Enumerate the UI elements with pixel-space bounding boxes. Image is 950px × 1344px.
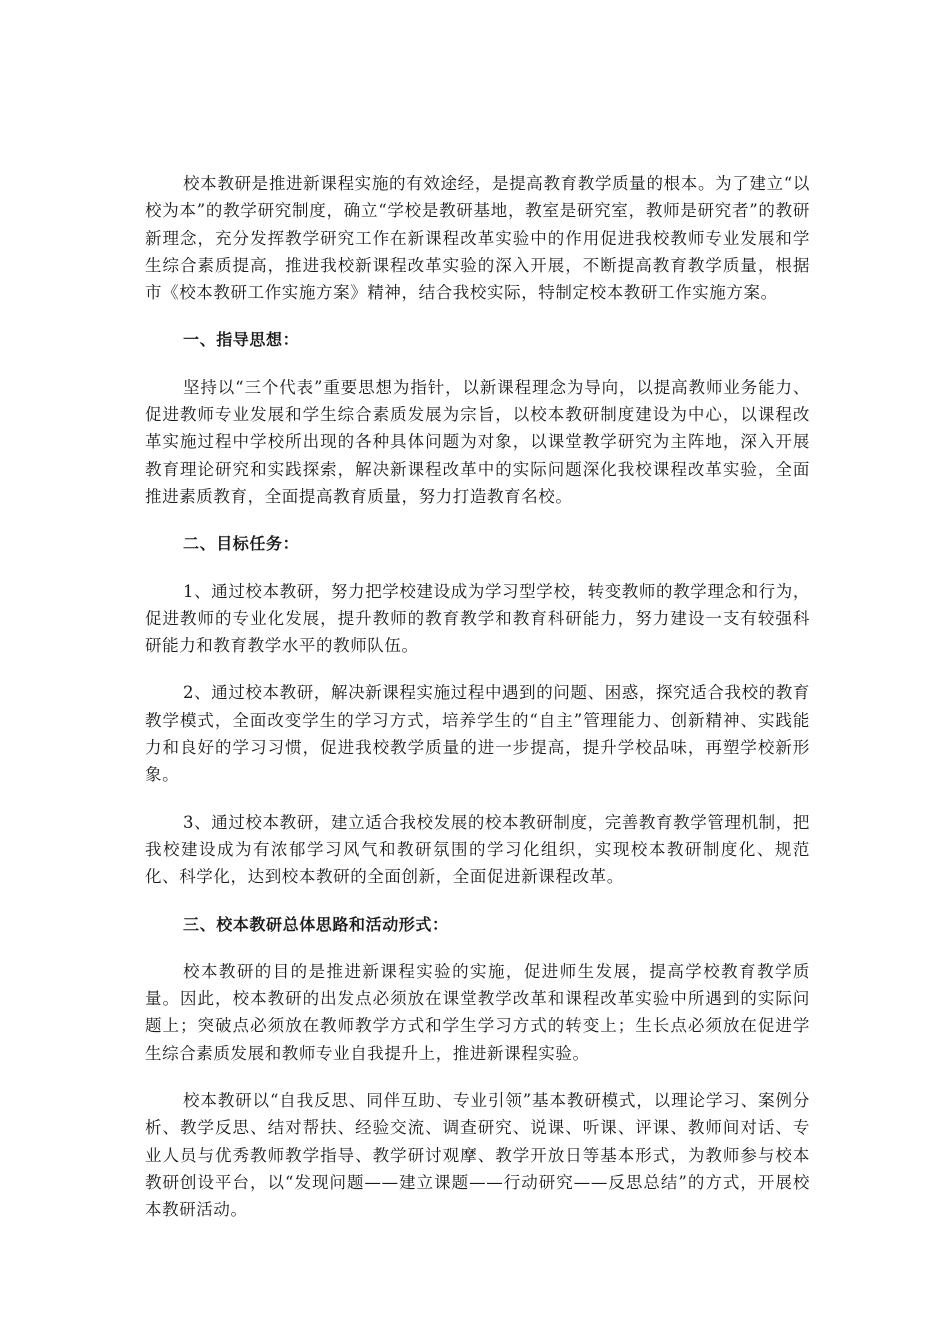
section2-item-2: 2、通过校本教研，解决新课程实施过程中遇到的问题、困惑，探究适合我校的教育教学模式，全面改变学生的学习方式，培养学生的“自主”管理能力、创新精神、实践能力和良好的学习习惯，促进我校教学质量的进一步提高，提升学校品味，再塑学校新形象。 xyxy=(145,683,810,785)
section2-heading: 二、目标任务： xyxy=(183,534,300,554)
document-body xyxy=(145,170,810,1244)
section2-item-1: 1、通过校本教研，努力把学校建设成为学习型学校，转变教师的教学理念和行为，促进教师的专业化发展，提升教师的教育教学和教育科研能力，努力建设一支有较强科研能力和教育教学水平的教师队伍。 xyxy=(145,581,810,656)
section1-heading: 一、指导思想： xyxy=(183,330,300,350)
intro-paragraph: 校本教研是推进新课程实施的有效途经，是提高教育教学质量的根本。为了建立“以校为本”的教学研究制度，确立“学校是教研基地，教室是研究室，教师是研究者”的教研新理念，充分发挥教学研究工作在新课程改革实验中的作用促进我校教师专业发展和学生综合素质提高，推进我校新课程改革实验的深入开展，不断提高教育教学质量，根据市《校本教研工作实施方案》精神，结合我校实际，特制定校本教研工作实施方案。 xyxy=(145,174,810,303)
section3-paragraph-2: 校本教研以“自我反思、同伴互助、专业引领”基本教研模式，以理论学习、案例分析、教学反思、结对帮扶、经验交流、调查研究、说课、听课、评课、教师间对话、专业人员与优秀教师教学指导、教学研讨观摩、教学开放日等基本形式，为教师参与校本教研创设平台，以“发现问题——建立课题——行动研究——反思总结”的方式，开展校本教研活动。 xyxy=(145,1091,810,1220)
section3-heading: 三、校本教研总体思路和活动形式： xyxy=(183,914,449,934)
section1-paragraph: 坚持以“三个代表”重要思想为指针，以新课程理念为导向，以提高教师业务能力、促进教师专业发展和学生综合素质发展为宗旨，以校本教研制度建设为中心，以课程改革实施过程中学校所出现的各种具体问题为对象，以课堂教学研究为主阵地，深入开展教育理论研究和实践探索，解决新课程改革中的实际问题深化我校课程改革实验，全面推进素质教育，全面提高教育质量，努力打造教育名校。 xyxy=(145,377,810,506)
section3-paragraph-1: 校本教研的目的是推进新课程实验的实施，促进师生发展，提高学校教育教学质量。因此，校本教研的出发点必须放在课堂教学改革和课程改革实验中所遇到的实际问题上；突破点必须放在教师教学方式和学生学习方式的转变上；生长点必须放在促进学生综合素质发展和教师专业自我提升上，推进新课程实验。 xyxy=(145,961,810,1063)
section2-item-3: 3、通过校本教研，建立适合我校发展的校本教研制度，完善教育教学管理机制，把我校建设成为有浓郁学习风气和教研氛围的学习化组织，实现校本教研制度化、规范化、科学化，达到校本教研的全面创新，全面促进新课程改革。 xyxy=(145,812,810,887)
